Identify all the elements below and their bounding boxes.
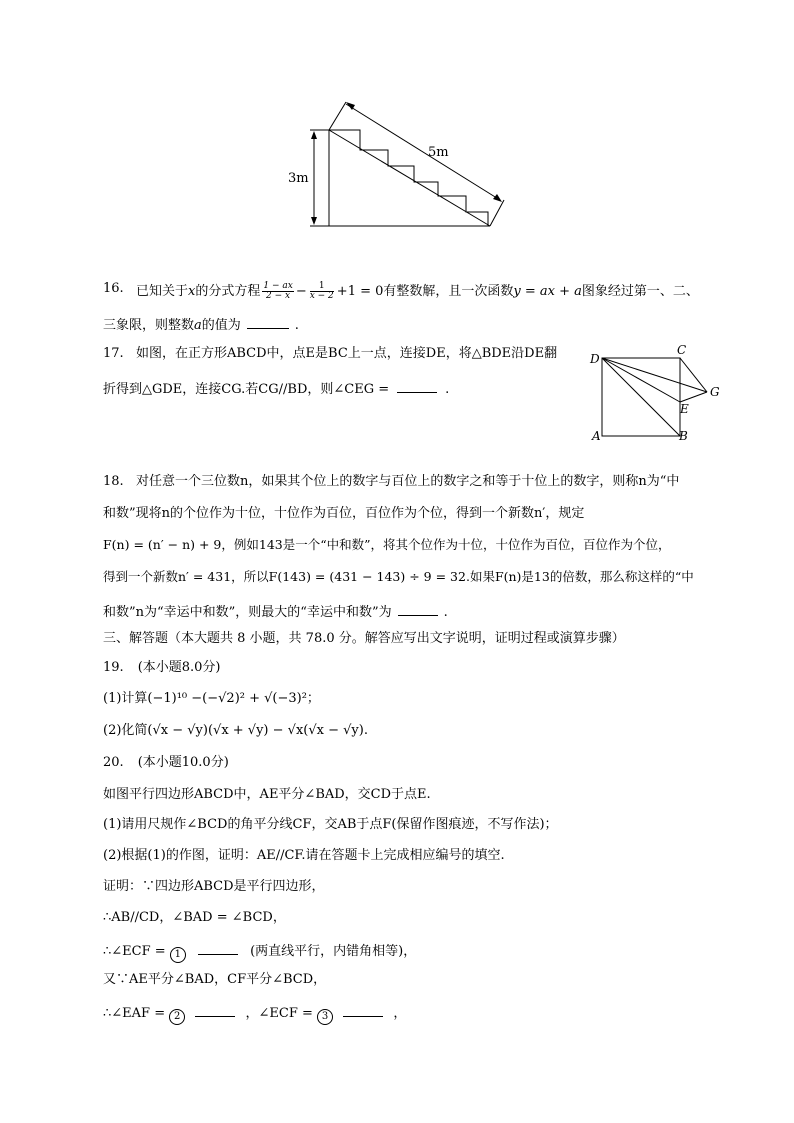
segment-dg	[602, 358, 707, 392]
label-b: B	[679, 429, 688, 443]
q18-answer-blank[interactable]	[398, 603, 438, 616]
q20-header: 20. (本小题10.0分)	[103, 755, 229, 770]
q18-line2: 和数”现将n的个位作为十位，十位作为百位，百位作为个位，得到一个新数n′，规定	[103, 506, 585, 521]
segment-eg	[680, 392, 707, 402]
q17-line2: 折得到△GDE，连接CG.若CG//BD，则∠CEG = .	[103, 382, 450, 397]
q16-line2: 三象限，则整数a的值为 .	[103, 318, 299, 333]
q19-header: 19. (本小题8.0分)	[103, 660, 221, 675]
label-a: A	[592, 429, 601, 443]
q20-proof-line5: ∴∠EAF = 2 ，∠ECF = 3 ，	[103, 1004, 406, 1025]
q19-part2: (2)化简(√x − √y)(√x + √y) − √x(√x − √y).	[103, 723, 368, 738]
q16-number: 16.	[103, 281, 124, 296]
q18-line4: 得到一个新数n′ = 431，所以F(143) = (431 − 143) ÷ 9 = 32.如果F(n)是13的倍数，那么称这样的“中	[103, 569, 694, 584]
square-figure	[585, 340, 735, 448]
diagonal-bd	[602, 358, 680, 436]
blank-number-1: 1	[170, 947, 186, 963]
q20-line1: 如图平行四边形ABCD中，AE平分∠BAD，交CD于点E.	[103, 787, 431, 802]
blank-number-3: 3	[317, 1009, 333, 1025]
q20-blank-2[interactable]	[195, 1004, 235, 1017]
label-e: E	[680, 402, 689, 416]
q20-proof-line1: 证明：∵四边形ABCD是平行四边形，	[103, 879, 325, 894]
slope-label: 5m	[428, 145, 449, 160]
q19-part1: (1)计算(−1)¹⁰ −(−√2)² + √(−3)²；	[103, 691, 320, 706]
q17-number: 17.	[103, 346, 124, 361]
label-d: D	[590, 352, 600, 366]
q18-line5: 和数”n为“幸运中和数”，则最大的“幸运中和数”为 .	[103, 605, 448, 620]
q18-line1: 对任意一个三位数n，如果其个位上的数字与百位上的数字之和等于十位上的数字，则称n为“中	[136, 474, 680, 489]
stairs-figure	[280, 96, 510, 236]
height-label: 3m	[288, 171, 309, 186]
q20-blank-3[interactable]	[343, 1004, 383, 1017]
q18-number: 18.	[103, 474, 124, 489]
blank-number-2: 2	[169, 1009, 185, 1025]
q16-fraction-1: $\frac{1 - ax}{2 - x}$	[263, 281, 293, 301]
q20-proof-line4: 又∵AE平分∠BAD，CF平分∠BCD，	[103, 972, 327, 987]
q20-blank-1[interactable]	[198, 942, 238, 955]
q16-line1: 已知关于x的分式方程 $\frac{1 - ax}{2 - x}$ − $\frac{1}{x - 2}$ +1 = 0有整数解，且一次函数y = ax + a图象经过第一、二、	[136, 281, 699, 301]
label-c: C	[677, 343, 687, 357]
q20-line3: (2)根据(1)的作图，证明：AE//CF.请在答题卡上完成相应编号的填空.	[103, 848, 505, 863]
q16-fraction-2: $\frac{1}{x - 2}$	[309, 281, 334, 301]
q16-answer-blank[interactable]	[247, 316, 289, 329]
q17-line1: 如图，在正方形ABCD中，点E是BC上一点，连接DE，将△BDE沿DE翻	[136, 346, 558, 361]
q18-line3: F(n) = (n′ − n) + 9，例如143是一个“中和数”，将其个位作为十位，十位作为百位，百位作为个位，	[103, 537, 671, 552]
section-3-heading: 三、解答题（本大题共 8 小题，共 78.0 分。解答应写出文字说明，证明过程或演算步骤）	[103, 631, 625, 646]
q17-answer-blank[interactable]	[397, 380, 437, 393]
q20-line2: (1)请用尺规作∠BCD的角平分线CF，交AB于点F(保留作图痕迹，不写作法)；	[103, 817, 558, 832]
q20-proof-line3: ∴∠ECF = 1 (两直线平行，内错角相等)，	[103, 942, 416, 963]
label-g: G	[710, 385, 720, 399]
segment-de	[602, 358, 680, 402]
segment-cg	[680, 358, 707, 392]
q20-proof-line2: ∴AB//CD，∠BAD = ∠BCD，	[103, 910, 286, 925]
